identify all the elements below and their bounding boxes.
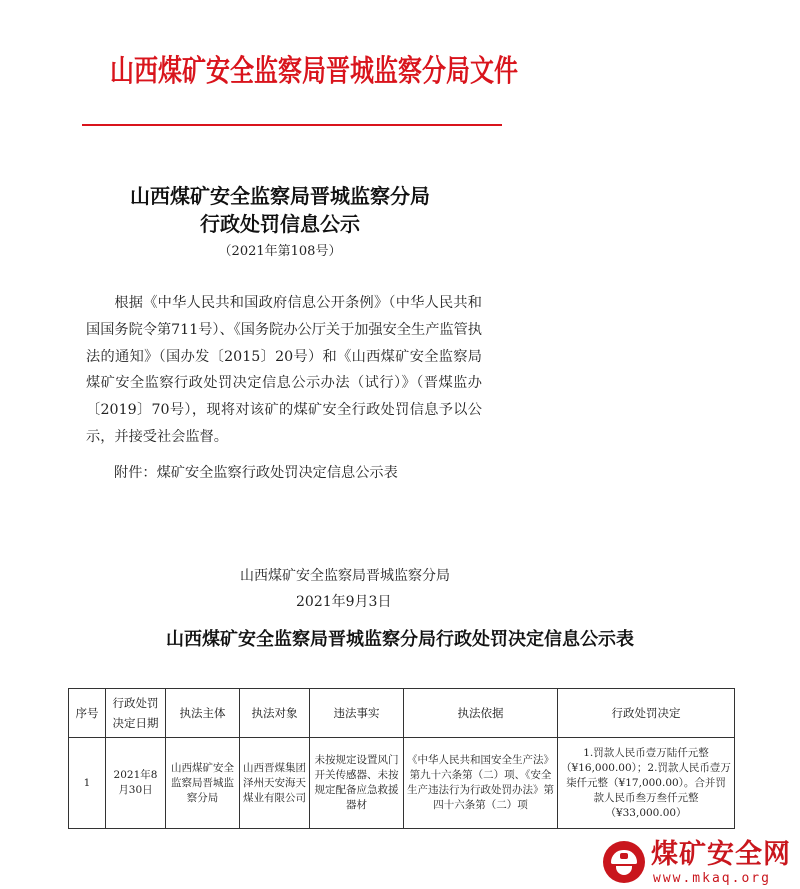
document-number: （2021年第108号）: [218, 244, 342, 259]
cell-target: 山西晋煤集团泽州天安海天煤业有限公司: [240, 738, 310, 829]
cell-index: 1: [69, 738, 106, 829]
cell-facts: 未按规定设置风门开关传感器、未按规定配备应急救援器材: [310, 738, 404, 829]
notice-title-line2: 行政处罚信息公示: [200, 212, 360, 236]
table-title: 山西煤矿安全监察局晋城监察分局行政处罚决定信息公示表: [166, 629, 634, 650]
header-decision-date: 行政处罚决定日期: [106, 689, 166, 738]
cell-authority: 山西煤矿安全监察局晋城监察分局: [166, 738, 240, 829]
red-header-rule: [82, 124, 502, 126]
header-facts: 违法事实: [310, 689, 404, 738]
table-header-row: [69, 689, 735, 738]
penalty-info-table: [68, 688, 735, 829]
watermark-site-name: 煤矿安全网: [651, 839, 791, 870]
watermark-url: www.mkaq.org: [653, 871, 771, 886]
miner-helmet-logo-icon: [603, 841, 645, 883]
header-target: 执法对象: [240, 689, 310, 738]
header-index: 序号: [69, 689, 106, 738]
table-row: [69, 738, 735, 829]
signature-date: 2021年9月3日: [296, 594, 392, 610]
notice-body-paragraph: 根据《中华人民共和国政府信息公开条例》（中华人民共和国国务院令第711号）、《国务院办公厅关于加强安全生产监管执法的通知》（国办发〔2015〕20号）和《山西煤矿安全监察局煤矿安全监察行政处罚决定信息公示办法（试行）》（晋煤监办〔2019〕70号），现将对该矿的煤矿安全行政处罚信息予以公示，并接受社会监督。: [86, 295, 482, 445]
cell-decision: 1.罚款人民币壹万陆仟元整（¥16,000.00）；2.罚款人民币壹万柒仟元整（¥17,000.00）。合并罚款人民币叁万叁仟元整（¥33,000.00）: [558, 738, 735, 829]
attachment-line: 附件：煤矿安全监察行政处罚决定信息公示表: [114, 465, 398, 481]
red-document-header: 山西煤矿安全监察局晋城监察分局文件: [110, 54, 518, 89]
header-decision: 行政处罚决定: [558, 689, 735, 738]
header-basis: 执法依据: [404, 689, 558, 738]
site-watermark: [603, 838, 800, 889]
cell-basis: 《中华人民共和国安全生产法》第九十六条第（二）项、《安全生产违法行为行政处罚办法》第四十六条第（二）项: [404, 738, 558, 829]
header-authority: 执法主体: [166, 689, 240, 738]
signature-organization: 山西煤矿安全监察局晋城监察分局: [240, 568, 450, 584]
notice-title-line1: 山西煤矿安全监察局晋城监察分局: [130, 184, 430, 208]
cell-decision-date: 2021年8月30日: [106, 738, 166, 829]
